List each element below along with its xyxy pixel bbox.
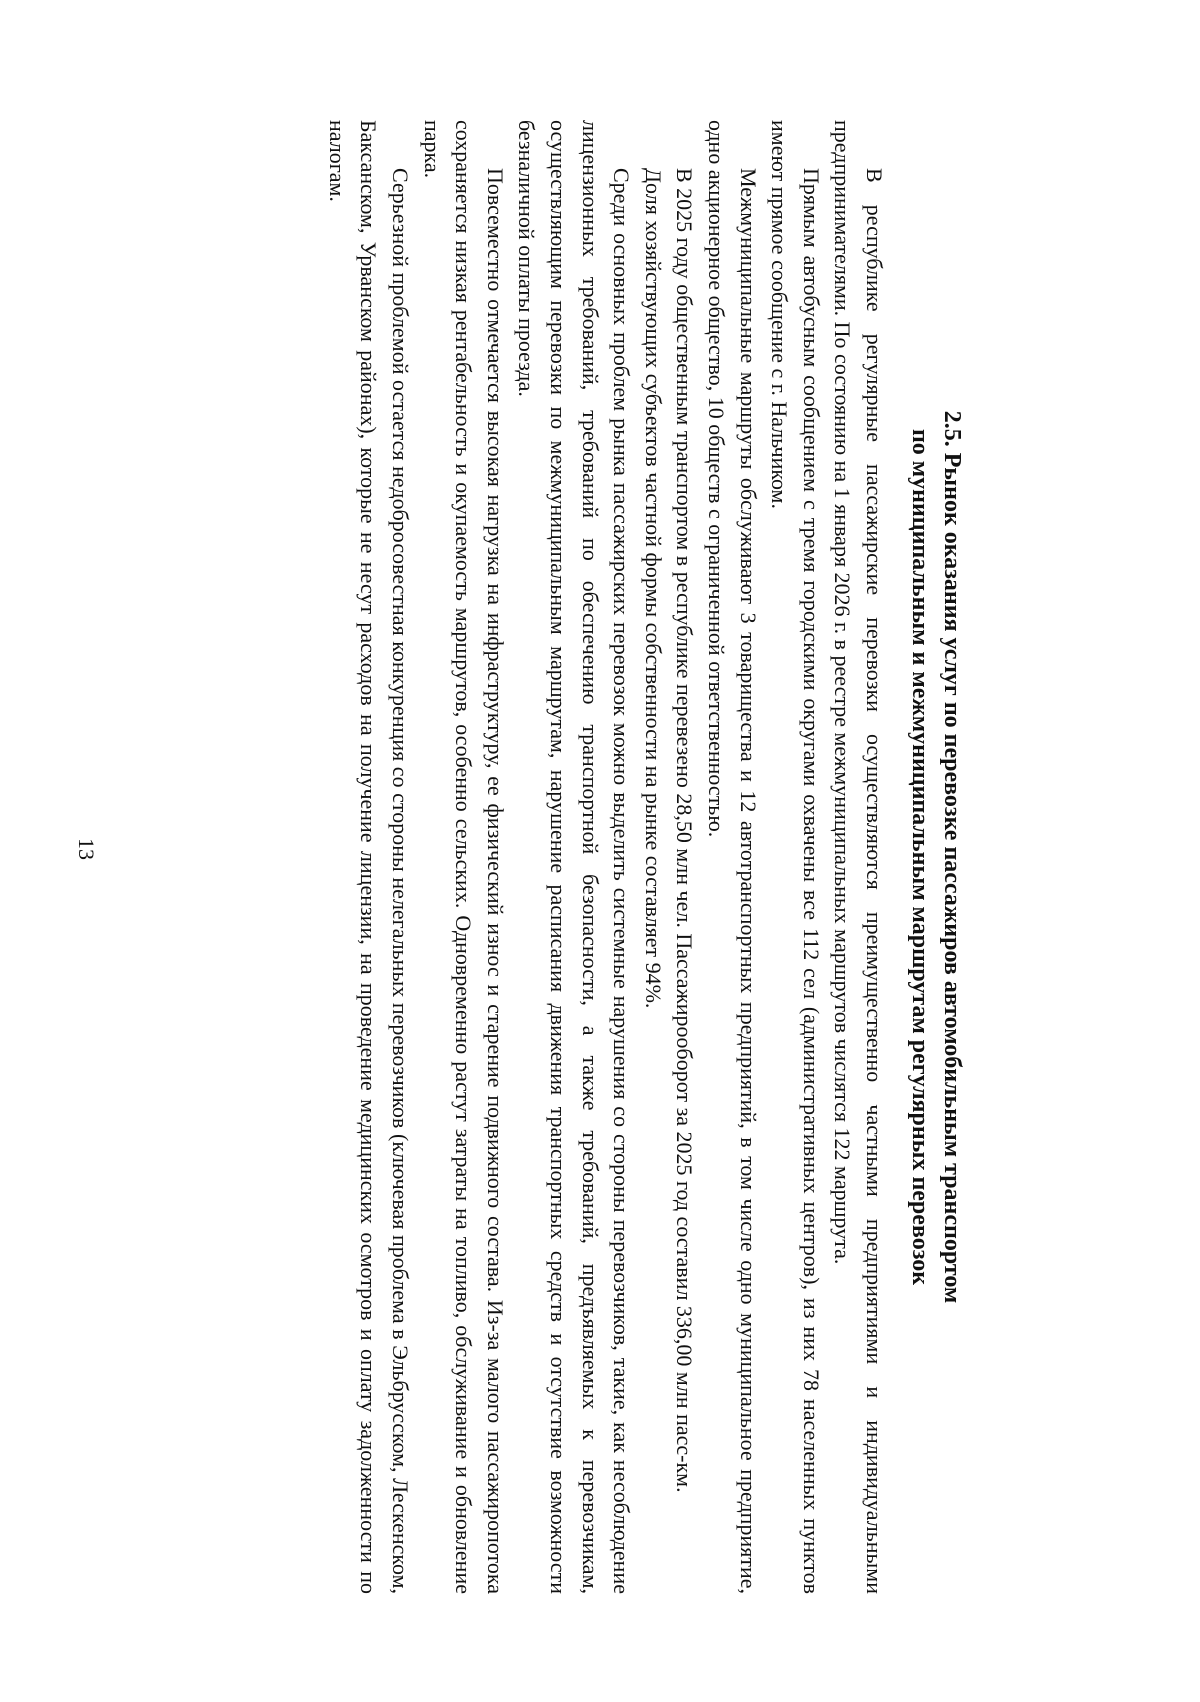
paragraph-routes-registry: В республике регулярные пассажирские перевозки осуществляются преимущественно частными предприятиями и индивидуальными предпринимателями. По состоянию на 1 января 2026 г. в реестре межмуниципальных маршрутов числятся 122 маршрута. [830, 120, 887, 1594]
paragraph-route-operators: Межмуниципальные маршруты обслуживают 3 товарищества и 12 автотранспортных предприятий, в том числе одно муниципальное предприятие, одно акционерное общество, 10 обществ с ограниченной ответственностью. [704, 120, 761, 1594]
document-content [168, 120, 968, 1594]
paragraph-unfair-competition: Серьезной проблемой остается недобросовестная конкуренция со стороны нелегальных перевозчиков (ключевая проблема в Эльбрусском, Лескенском, Баксанском, Урванском районах), которые не несут расходов на получение лицензии, на проведение медицинских осмотров и оплату задолженности по налогам. [324, 120, 414, 1594]
paragraph-passenger-traffic: В 2025 году общественным транспортом в республике перевезено 28,50 млн чел. Пассажирооборот за 2025 год составил 336,00 млн пасс-км. [672, 168, 698, 1493]
paragraph-main-problems: Среди основных проблем рынка пассажирских перевозок можно выделить системные нарушения со стороны перевозчиков, такие, как несоблюдение лицензионных требований, требований по обеспечению транспортной безопасности, а также требований, предъявляемых к перевозчикам, осуществляющим перевозки по межмуниципальным маршрутам, нарушение расписания движения транспортных средств и отсутствие возможности безналичной оплаты проезда. [514, 120, 635, 1594]
paragraph-bus-connections: Прямым автобусным сообщением с тремя городскими округами охвачены все 112 сел (административных центров), из них 78 населенных пунктов имеют прямое сообщение с г. Нальчиком. [767, 120, 824, 1594]
section-title-line-2: по муниципальным и межмуниципальным маршрутам регулярных перевозок [907, 428, 933, 1286]
paragraph-infrastructure-load: Повсеместно отмечается высокая нагрузка на инфраструктуру, ее физический износ и старение подвижного состава. Из-за малого пассажиропотока сохраняется низкая рентабельность и окупаемость маршрутов, особенно сельских. Одновременно растут затраты на топливо, обслуживание и обновление парка. [419, 120, 508, 1594]
rotated-page-body [168, 120, 968, 1594]
section-title-line-1: 2.5. Рынок оказания услуг по перевозке пассажиров автомобильным транспортом [939, 410, 965, 1304]
paragraph-private-share: Доля хозяйствующих субъектов частной формы собственности на рынке составляет 94%. [640, 168, 666, 1009]
section-title [904, 120, 968, 1594]
page-number: 13 [74, 838, 99, 860]
